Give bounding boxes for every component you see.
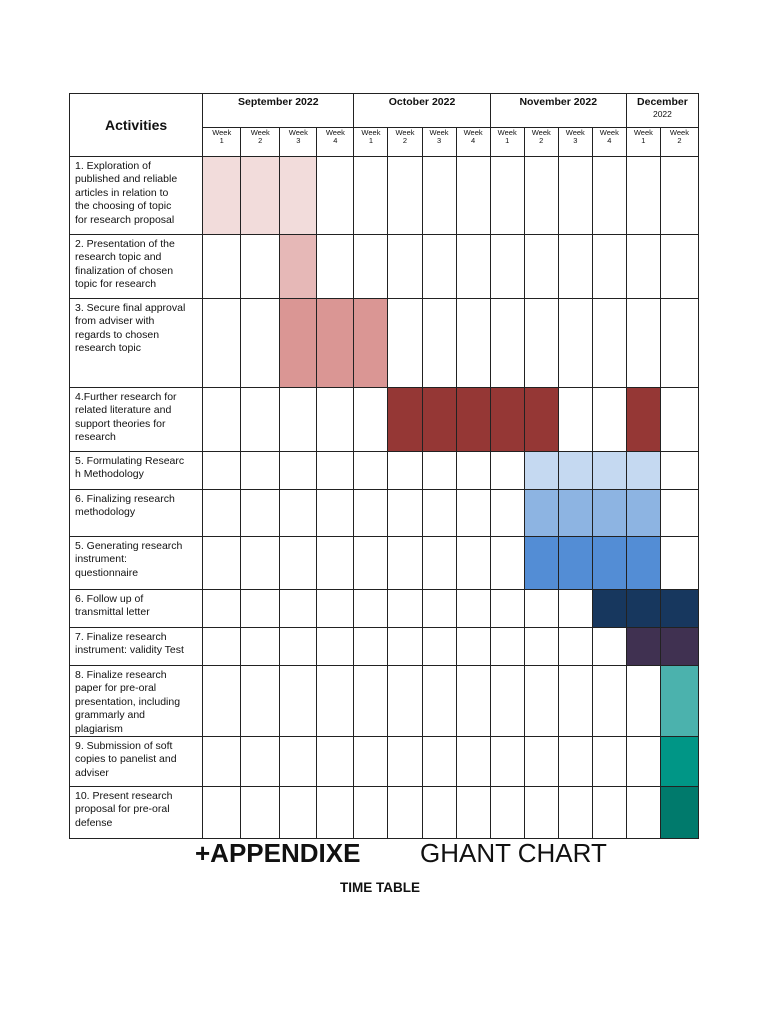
gantt-empty-cell — [317, 452, 354, 490]
gantt-empty-cell — [354, 157, 388, 235]
gantt-empty-cell — [660, 537, 698, 590]
gantt-empty-cell — [388, 235, 422, 299]
gantt-empty-cell — [388, 299, 422, 388]
week-number: 1 — [368, 136, 374, 145]
activity-row — [70, 737, 699, 787]
gantt-empty-cell — [422, 590, 456, 628]
week-label: Week — [395, 128, 415, 137]
gantt-empty-cell — [317, 590, 354, 628]
gantt-empty-cell — [388, 666, 422, 737]
gantt-empty-cell — [456, 490, 490, 537]
gantt-empty-cell — [317, 157, 354, 235]
gantt-bar-cell — [558, 537, 592, 590]
gantt-empty-cell — [626, 787, 660, 839]
gantt-empty-cell — [626, 235, 660, 299]
week-number: 2 — [402, 136, 408, 145]
gantt-empty-cell — [490, 787, 524, 839]
gantt-empty-cell — [558, 666, 592, 737]
activity-label: 5. Generating research instrument: questionnaire — [70, 537, 203, 590]
activity-row — [70, 235, 699, 299]
gantt-empty-cell — [524, 787, 558, 839]
gantt-empty-cell — [241, 590, 280, 628]
gantt-bar-cell — [524, 490, 558, 537]
gantt-empty-cell — [660, 490, 698, 537]
gantt-empty-cell — [203, 235, 241, 299]
gantt-bar-cell — [317, 299, 354, 388]
gantt-empty-cell — [524, 737, 558, 787]
gantt-empty-cell — [354, 537, 388, 590]
gantt-bar-cell — [280, 235, 317, 299]
gantt-bar-cell — [592, 537, 626, 590]
gantt-empty-cell — [524, 157, 558, 235]
gantt-bar-cell — [354, 299, 388, 388]
activity-label: 5. Formulating Researc h Methodology — [70, 452, 203, 490]
activity-row — [70, 157, 699, 235]
gantt-empty-cell — [388, 490, 422, 537]
gantt-empty-cell — [660, 299, 698, 388]
gantt-empty-cell — [660, 452, 698, 490]
gantt-empty-cell — [317, 628, 354, 666]
week-label: Week — [669, 128, 689, 137]
week-number: 3 — [573, 136, 578, 145]
week-header-cell — [354, 128, 388, 157]
gantt-empty-cell — [317, 787, 354, 839]
gantt-empty-cell — [626, 299, 660, 388]
month-header-november — [490, 94, 626, 128]
week-header-cell — [490, 128, 524, 157]
week-label: Week — [565, 128, 585, 137]
week-label: Week — [463, 128, 483, 137]
gantt-empty-cell — [490, 452, 524, 490]
gantt-bar-cell — [241, 157, 280, 235]
gantt-empty-cell — [241, 235, 280, 299]
gantt-empty-cell — [388, 452, 422, 490]
activity-label: 7. Finalize research instrument: validity Test — [70, 628, 203, 666]
month-header-row — [70, 94, 699, 128]
gantt-empty-cell — [203, 590, 241, 628]
gantt-empty-cell — [317, 490, 354, 537]
gantt-bar-cell — [524, 388, 558, 452]
gantt-empty-cell — [241, 490, 280, 537]
gantt-empty-cell — [241, 537, 280, 590]
activity-row — [70, 490, 699, 537]
gantt-bar-cell — [558, 490, 592, 537]
gantt-empty-cell — [456, 628, 490, 666]
activity-label: 10. Present research proposal for pre-oral defense — [70, 787, 203, 839]
gantt-bar-cell — [524, 537, 558, 590]
gantt-empty-cell — [280, 388, 317, 452]
week-header-cell — [524, 128, 558, 157]
gantt-empty-cell — [203, 787, 241, 839]
week-number: 4 — [471, 136, 476, 145]
week-number: 2 — [258, 136, 263, 145]
gantt-empty-cell — [203, 452, 241, 490]
gantt-bar-cell — [626, 628, 660, 666]
gantt-empty-cell — [490, 490, 524, 537]
gantt-empty-cell — [558, 388, 592, 452]
gantt-empty-cell — [280, 628, 317, 666]
week-label: Week — [212, 128, 232, 137]
gantt-bar-cell — [558, 452, 592, 490]
gantt-bar-cell — [388, 388, 422, 452]
gantt-bar-cell — [626, 452, 660, 490]
gantt-empty-cell — [354, 388, 388, 452]
week-number: 1 — [505, 136, 510, 145]
gantt-empty-cell — [203, 666, 241, 737]
gantt-empty-cell — [490, 537, 524, 590]
gantt-empty-cell — [456, 666, 490, 737]
activity-label: 2. Presentation of the research topic and finalization of chosen topic for research — [70, 235, 203, 299]
gantt-empty-cell — [456, 737, 490, 787]
gantt-empty-cell — [524, 299, 558, 388]
gantt-empty-cell — [422, 666, 456, 737]
gantt-empty-cell — [592, 299, 626, 388]
gantt-empty-cell — [422, 157, 456, 235]
gantt-empty-cell — [490, 628, 524, 666]
week-label: Week — [599, 128, 619, 137]
week-header-cell — [456, 128, 490, 157]
gantt-bar-cell — [660, 787, 698, 839]
gantt-empty-cell — [558, 235, 592, 299]
month-year: 2022 — [652, 109, 672, 119]
gantt-empty-cell — [592, 737, 626, 787]
week-header-cell — [241, 128, 280, 157]
gantt-bar-cell — [660, 628, 698, 666]
week-header-cell — [558, 128, 592, 157]
week-label: Week — [250, 128, 270, 137]
gantt-bar-cell — [626, 537, 660, 590]
gantt-bar-cell — [280, 299, 317, 388]
activity-row — [70, 537, 699, 590]
gantt-empty-cell — [317, 388, 354, 452]
gantt-empty-cell — [241, 666, 280, 737]
gantt-empty-cell — [422, 299, 456, 388]
gantt-empty-cell — [524, 666, 558, 737]
gantt-empty-cell — [524, 235, 558, 299]
week-header-cell — [660, 128, 698, 157]
gantt-empty-cell — [388, 737, 422, 787]
month-name: December — [637, 96, 688, 108]
gantt-empty-cell — [592, 157, 626, 235]
activity-row — [70, 388, 699, 452]
activity-label: 6. Follow up of transmittal letter — [70, 590, 203, 628]
gantt-empty-cell — [388, 157, 422, 235]
gantt-empty-cell — [280, 490, 317, 537]
gantt-bar-cell — [524, 452, 558, 490]
appendix-title-bold: +APPENDIXE — [195, 838, 361, 868]
week-label: Week — [531, 128, 551, 137]
week-number: 2 — [539, 136, 544, 145]
gantt-empty-cell — [422, 235, 456, 299]
gantt-bar-cell — [626, 490, 660, 537]
gantt-empty-cell — [203, 299, 241, 388]
gantt-empty-cell — [456, 299, 490, 388]
gantt-empty-cell — [280, 666, 317, 737]
gantt-empty-cell — [280, 590, 317, 628]
week-number: 2 — [677, 136, 682, 145]
week-number: 3 — [296, 136, 301, 145]
gantt-bar-cell — [203, 157, 241, 235]
month-name: October 2022 — [388, 96, 456, 108]
time-table-label: TIME TABLE — [340, 880, 420, 895]
gantt-empty-cell — [456, 157, 490, 235]
gantt-bar-cell — [422, 388, 456, 452]
gantt-empty-cell — [241, 388, 280, 452]
gantt-empty-cell — [490, 666, 524, 737]
gantt-empty-cell — [456, 590, 490, 628]
gantt-bar-cell — [490, 388, 524, 452]
activity-label: 4.Further research for related literature and support theories for research — [70, 388, 203, 452]
gantt-empty-cell — [388, 590, 422, 628]
gantt-empty-cell — [280, 452, 317, 490]
appendix-title — [0, 838, 768, 872]
gantt-empty-cell — [626, 666, 660, 737]
gantt-empty-cell — [241, 299, 280, 388]
gantt-empty-cell — [317, 666, 354, 737]
gantt-empty-cell — [354, 628, 388, 666]
gantt-empty-cell — [354, 590, 388, 628]
gantt-empty-cell — [388, 787, 422, 839]
gantt-empty-cell — [203, 388, 241, 452]
gantt-bar-cell — [660, 590, 698, 628]
week-header-cell — [422, 128, 456, 157]
gantt-empty-cell — [388, 628, 422, 666]
week-number: 4 — [607, 136, 612, 145]
activity-row — [70, 590, 699, 628]
gantt-empty-cell — [456, 452, 490, 490]
gantt-empty-cell — [456, 787, 490, 839]
gantt-empty-cell — [592, 388, 626, 452]
week-label: Week — [325, 128, 345, 137]
week-number: 3 — [436, 136, 442, 145]
gantt-bar-cell — [626, 590, 660, 628]
activities-body — [70, 157, 699, 839]
week-header-cell — [388, 128, 422, 157]
gantt-empty-cell — [592, 666, 626, 737]
gantt-empty-cell — [558, 737, 592, 787]
gantt-empty-cell — [354, 235, 388, 299]
gantt-empty-cell — [354, 787, 388, 839]
gantt-empty-cell — [456, 235, 490, 299]
gantt-bar-cell — [660, 737, 698, 787]
week-number: 1 — [641, 136, 646, 145]
month-name: September 2022 — [238, 96, 319, 108]
gantt-empty-cell — [626, 737, 660, 787]
gantt-empty-cell — [241, 628, 280, 666]
gantt-bar-cell — [626, 388, 660, 452]
month-header-december — [626, 94, 698, 128]
gantt-empty-cell — [524, 590, 558, 628]
gantt-bar-cell — [280, 157, 317, 235]
activity-label: 9. Submission of soft copies to panelist and adviser — [70, 737, 203, 787]
gantt-empty-cell — [592, 787, 626, 839]
week-label: Week — [497, 128, 517, 137]
gantt-empty-cell — [241, 787, 280, 839]
appendix-title-regular: GHANT CHART — [420, 838, 607, 868]
activity-label: 3. Secure final approval from adviser with regards to chosen research topic — [70, 299, 203, 388]
month-name: November 2022 — [519, 96, 598, 108]
gantt-empty-cell — [241, 737, 280, 787]
activities-header: Activities — [70, 94, 203, 157]
gantt-bar-cell — [456, 388, 490, 452]
gantt-empty-cell — [354, 490, 388, 537]
gantt-empty-cell — [456, 537, 490, 590]
activity-label: 6. Finalizing research methodology — [70, 490, 203, 537]
gantt-empty-cell — [354, 452, 388, 490]
week-label: Week — [633, 128, 653, 137]
gantt-empty-cell — [490, 157, 524, 235]
gantt-empty-cell — [203, 737, 241, 787]
activity-row — [70, 787, 699, 839]
gantt-empty-cell — [422, 787, 456, 839]
gantt-empty-cell — [280, 537, 317, 590]
gantt-empty-cell — [660, 235, 698, 299]
gantt-chart-table — [69, 93, 699, 839]
gantt-empty-cell — [203, 537, 241, 590]
week-label: Week — [361, 128, 381, 137]
week-label: Week — [429, 128, 449, 137]
gantt-empty-cell — [422, 452, 456, 490]
gantt-empty-cell — [354, 666, 388, 737]
gantt-empty-cell — [592, 628, 626, 666]
gantt-empty-cell — [422, 737, 456, 787]
gantt-bar-cell — [660, 666, 698, 737]
activity-row — [70, 299, 699, 388]
month-header-september — [203, 94, 354, 128]
month-header-october — [354, 94, 490, 128]
gantt-empty-cell — [558, 590, 592, 628]
gantt-empty-cell — [490, 737, 524, 787]
gantt-empty-cell — [490, 590, 524, 628]
gantt-empty-cell — [490, 299, 524, 388]
gantt-empty-cell — [422, 537, 456, 590]
gantt-empty-cell — [317, 537, 354, 590]
gantt-empty-cell — [626, 157, 660, 235]
activity-row — [70, 628, 699, 666]
gantt-bar-cell — [592, 590, 626, 628]
gantt-bar-cell — [592, 490, 626, 537]
week-label: Week — [288, 128, 308, 137]
gantt-empty-cell — [558, 628, 592, 666]
gantt-empty-cell — [558, 787, 592, 839]
gantt-empty-cell — [203, 490, 241, 537]
gantt-empty-cell — [241, 452, 280, 490]
gantt-empty-cell — [660, 388, 698, 452]
gantt-empty-cell — [558, 299, 592, 388]
gantt-empty-cell — [388, 537, 422, 590]
week-header-cell — [317, 128, 354, 157]
week-number: 4 — [333, 136, 338, 145]
gantt-empty-cell — [354, 737, 388, 787]
activity-label: 8. Finalize research paper for pre-oral presentation, including grammarly and plagiarism — [70, 666, 203, 737]
gantt-empty-cell — [317, 737, 354, 787]
gantt-empty-cell — [660, 157, 698, 235]
gantt-empty-cell — [524, 628, 558, 666]
gantt-empty-cell — [558, 157, 592, 235]
activity-row — [70, 452, 699, 490]
gantt-empty-cell — [280, 737, 317, 787]
gantt-empty-cell — [490, 235, 524, 299]
activity-label: 1. Exploration of published and reliable articles in relation to the choosing of topic for research proposal — [70, 157, 203, 235]
gantt-empty-cell — [592, 235, 626, 299]
week-header-cell — [280, 128, 317, 157]
gantt-empty-cell — [280, 787, 317, 839]
week-header-cell — [203, 128, 241, 157]
gantt-bar-cell — [592, 452, 626, 490]
gantt-empty-cell — [317, 235, 354, 299]
gantt-empty-cell — [203, 628, 241, 666]
week-header-cell — [592, 128, 626, 157]
week-number: 1 — [219, 136, 224, 145]
gantt-empty-cell — [422, 628, 456, 666]
gantt-empty-cell — [422, 490, 456, 537]
week-header-cell — [626, 128, 660, 157]
activity-row — [70, 666, 699, 737]
